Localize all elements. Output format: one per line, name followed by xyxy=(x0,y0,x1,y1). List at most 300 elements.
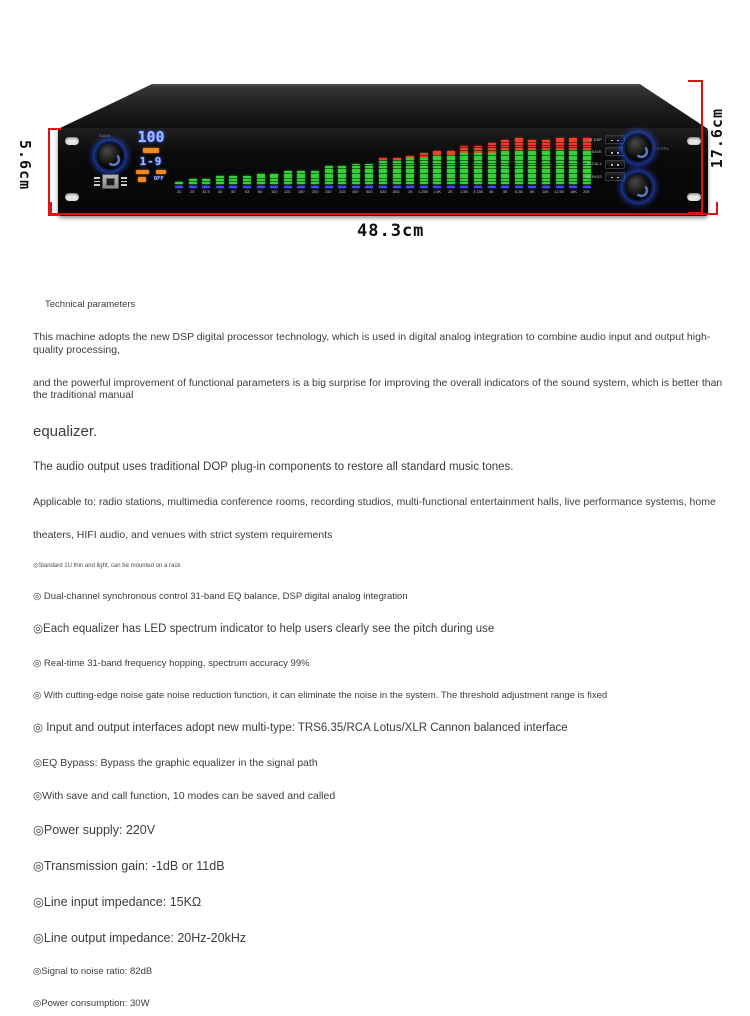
green-led-segment xyxy=(501,161,509,163)
blue-led xyxy=(515,186,523,188)
product-figure xyxy=(0,0,750,265)
spectrum-band xyxy=(541,137,551,195)
display-preset: 1-9 xyxy=(139,154,163,168)
red-led-segment xyxy=(528,143,536,145)
red-led-segment xyxy=(515,143,523,145)
frequency-label: 3.15K xyxy=(473,189,484,194)
green-led-segment xyxy=(569,153,577,155)
spectrum-band xyxy=(310,137,320,195)
blue-led xyxy=(556,186,564,188)
green-led-segment xyxy=(393,182,401,184)
description-line: The audio output uses traditional DOP plug-in components to restore all standard music tones. xyxy=(33,461,514,474)
spectrum-band xyxy=(459,137,469,195)
green-led-segment xyxy=(325,171,333,173)
led-badge xyxy=(156,170,166,175)
green-led-segment xyxy=(202,182,210,184)
blue-led xyxy=(406,186,414,188)
spectrum-band xyxy=(473,137,483,195)
green-led-segment xyxy=(528,166,536,168)
spectrum-band-segments xyxy=(284,137,292,184)
description-line: ◎Line output impedance: 20Hz-20kHz xyxy=(33,930,247,945)
frequency-label: 40 xyxy=(217,189,222,194)
green-led-segment xyxy=(488,171,496,173)
green-led-segment xyxy=(325,166,333,168)
description-line: ◎With save and call function, 10 modes can be saved and called xyxy=(33,789,336,802)
red-led-segment xyxy=(447,153,455,155)
blue-led xyxy=(365,186,373,188)
green-led-segment xyxy=(338,182,346,184)
blue-led xyxy=(420,186,428,188)
green-led-segment xyxy=(379,182,387,184)
green-led-segment xyxy=(542,179,550,181)
led-badge xyxy=(143,148,159,153)
blue-led xyxy=(474,186,482,188)
spectrum-band xyxy=(188,137,198,195)
height-dimension-tick xyxy=(48,128,61,130)
frequency-label: 6.3K xyxy=(514,189,523,194)
control-knob-top xyxy=(623,133,653,163)
spectrum-band-segments xyxy=(393,137,401,184)
button-label: BYPASS xyxy=(586,174,602,179)
panel-button xyxy=(605,147,625,156)
description-line: ◎ Real-time 31-band frequency hopping, spectrum accuracy 99% xyxy=(33,657,310,669)
frequency-label: 250 xyxy=(325,189,332,194)
green-led-segment xyxy=(393,179,401,181)
green-led-segment xyxy=(338,171,346,173)
spectrum-band xyxy=(242,137,252,195)
blue-led xyxy=(243,186,251,188)
spectrum-band xyxy=(500,137,510,195)
green-led-segment xyxy=(460,153,468,155)
green-led-segment xyxy=(406,161,414,163)
red-led-segment xyxy=(569,148,577,150)
green-led-segment xyxy=(488,179,496,181)
description-line: ◎ With cutting-edge noise gate noise reduction function, it can eliminate the noise in the system. The threshold adjustment range is fixed xyxy=(33,689,608,701)
green-led-segment xyxy=(501,171,509,173)
rack-mount-hole xyxy=(65,137,79,145)
green-led-segment xyxy=(528,161,536,163)
description-line: and the powerful improvement of functional parameters is a big surprise for improving the overall indicators of the sound system, which is better than the traditional manual xyxy=(33,376,723,402)
green-led-segment xyxy=(474,182,482,184)
green-led-segment xyxy=(474,166,482,168)
description-line: ◎Line input impedance: 15KΩ xyxy=(33,894,202,909)
green-led-segment xyxy=(420,171,428,173)
spectrum-band xyxy=(283,137,293,195)
green-led-segment xyxy=(447,166,455,168)
green-led-segment xyxy=(501,166,509,168)
spectrum-band-segments xyxy=(202,137,210,184)
spectrum-band-segments xyxy=(352,137,360,184)
red-led-segment xyxy=(542,148,550,150)
function-button-row xyxy=(578,135,625,144)
green-led-segment xyxy=(311,171,319,173)
rack-mount-hole xyxy=(687,137,701,145)
spectrum-band-segments xyxy=(175,137,183,184)
spectrum-band xyxy=(405,137,415,195)
green-led-segment xyxy=(229,179,237,181)
spectrum-band xyxy=(432,137,442,195)
green-led-segment xyxy=(556,171,564,173)
description-line: ◎Standard 1U thin and light, can be mounted on a rack xyxy=(33,562,181,569)
red-led-segment xyxy=(542,143,550,145)
green-led-segment xyxy=(297,171,305,173)
spectrum-band xyxy=(514,137,524,195)
spectrum-band-segments xyxy=(257,137,265,184)
green-led-segment xyxy=(542,182,550,184)
spectrum-band-segments xyxy=(420,137,428,184)
green-led-segment xyxy=(488,182,496,184)
blue-led xyxy=(311,186,319,188)
equalizer-front-panel xyxy=(58,128,708,216)
spectrum-band-segments xyxy=(189,137,197,184)
frequency-label: 1.25K xyxy=(418,189,429,194)
green-led-segment xyxy=(406,182,414,184)
depth-dimension-tick xyxy=(688,80,703,82)
green-led-segment xyxy=(515,161,523,163)
frequency-label: 12.5K xyxy=(554,189,565,194)
spectrum-band xyxy=(392,137,402,195)
green-led-segment xyxy=(202,179,210,181)
green-led-segment xyxy=(528,153,536,155)
frequency-label: 125 xyxy=(284,189,291,194)
frequency-label: 31.5 xyxy=(202,189,210,194)
spectrum-band-segments xyxy=(325,137,333,184)
green-led-segment xyxy=(352,166,360,168)
green-led-segment xyxy=(433,182,441,184)
red-led-segment xyxy=(556,140,564,142)
spectrum-band-segments xyxy=(488,137,496,184)
green-led-segment xyxy=(515,171,523,173)
frequency-label: 80 xyxy=(258,189,263,194)
green-led-segment xyxy=(189,182,197,184)
green-led-segment xyxy=(216,182,224,184)
green-led-segment xyxy=(311,179,319,181)
blue-led xyxy=(433,186,441,188)
green-led-segment xyxy=(556,166,564,168)
function-button-row xyxy=(578,172,625,181)
blue-led xyxy=(325,186,333,188)
description-line: ◎ Dual-channel synchronous control 31-band EQ balance, DSP digital analog integration xyxy=(33,590,408,602)
spectrum xyxy=(174,132,592,194)
green-led-segment xyxy=(460,161,468,163)
spectrum-band-segments xyxy=(569,137,577,184)
red-led-segment xyxy=(569,143,577,145)
green-led-segment xyxy=(365,171,373,173)
spectrum-band-segments xyxy=(556,137,564,184)
spectrum-band-segments xyxy=(338,137,346,184)
red-led-segment xyxy=(474,148,482,150)
blue-led xyxy=(284,186,292,188)
green-led-segment xyxy=(325,179,333,181)
green-led-segment xyxy=(569,182,577,184)
function-button-row xyxy=(578,147,625,156)
red-led-segment xyxy=(515,148,523,150)
panel-button xyxy=(605,135,625,144)
green-led-segment xyxy=(528,171,536,173)
frequency-label: 500 xyxy=(366,189,373,194)
frequency-label: 20K xyxy=(583,189,591,194)
green-led-segment xyxy=(433,166,441,168)
blue-led xyxy=(501,186,509,188)
green-led-segment xyxy=(365,166,373,168)
rack-mount-hole xyxy=(687,193,701,201)
blue-led xyxy=(528,186,536,188)
depth-dimension-label: 17.6cm xyxy=(708,108,726,169)
frequency-label: 20 xyxy=(176,189,182,194)
spectrum-band-segments xyxy=(216,137,224,184)
green-led-segment xyxy=(433,161,441,163)
description-line: theaters, HIFI audio, and venues with strict system requirements xyxy=(33,529,333,542)
spectrum-band-segments xyxy=(270,137,278,184)
green-led-segment xyxy=(501,182,509,184)
green-led-segment xyxy=(352,179,360,181)
description-line: ◎Power supply: 220V xyxy=(33,823,156,838)
red-led-segment xyxy=(542,140,550,142)
green-led-segment xyxy=(515,166,523,168)
green-led-segment xyxy=(447,182,455,184)
green-led-segment xyxy=(393,166,401,168)
spectrum-band xyxy=(568,137,578,195)
description-line: This machine adopts the new DSP digital processor technology, which is used in digital analog integration to combine audio input and output high-quality processing, xyxy=(33,331,711,356)
green-led-segment xyxy=(379,171,387,173)
green-led-segment xyxy=(501,179,509,181)
blue-led xyxy=(175,186,183,188)
spectrum-band-segments xyxy=(447,137,455,184)
description-line: ◎Transmission gain: -1dB or 11dB xyxy=(33,859,225,874)
green-led-segment xyxy=(365,182,373,184)
green-led-segment xyxy=(325,182,333,184)
panel-button xyxy=(605,160,625,169)
gain-label: GAIN xyxy=(99,133,111,138)
function-buttons xyxy=(578,135,625,185)
frequency-label: 160 xyxy=(298,189,305,194)
red-led-segment xyxy=(488,148,496,150)
spectrum-band-segments xyxy=(406,137,414,184)
spectrum-band xyxy=(228,137,238,195)
green-led-segment xyxy=(393,161,401,163)
frequency-label: 400 xyxy=(352,189,359,194)
description-line: equalizer. xyxy=(33,422,98,440)
blue-led xyxy=(338,186,346,188)
button-label: RECALL xyxy=(586,162,602,167)
red-led-segment xyxy=(528,148,536,150)
red-led-segment xyxy=(501,143,509,145)
green-led-segment xyxy=(379,166,387,168)
blue-led xyxy=(569,186,577,188)
green-led-segment xyxy=(474,153,482,155)
green-led-segment xyxy=(297,179,305,181)
green-led-segment xyxy=(460,179,468,181)
spectrum-band xyxy=(487,137,497,195)
equalizer-chassis-top xyxy=(58,84,708,129)
spectrum-band xyxy=(337,137,347,195)
red-led-segment xyxy=(460,148,468,150)
spectrum-band xyxy=(419,137,429,195)
usb-marking-left xyxy=(94,177,100,186)
green-led-segment xyxy=(379,179,387,181)
usb-marking-right xyxy=(121,177,127,186)
green-led-segment xyxy=(460,166,468,168)
blue-led xyxy=(189,186,197,188)
green-led-segment xyxy=(542,171,550,173)
spectrum-band xyxy=(174,137,184,195)
width-dimension-tick xyxy=(50,202,52,215)
frequency-label: 2.5K xyxy=(460,189,469,194)
width-dimension-label: 48.3cm xyxy=(357,221,425,241)
red-led-segment xyxy=(556,148,564,150)
green-led-segment xyxy=(515,179,523,181)
blue-led xyxy=(257,186,265,188)
green-led-segment xyxy=(474,171,482,173)
green-led-segment xyxy=(379,161,387,163)
frequency-label: 1.6K xyxy=(433,189,442,194)
spectrum-band-segments xyxy=(297,137,305,184)
green-led-segment xyxy=(569,166,577,168)
spectrum-band xyxy=(324,137,334,195)
description-line: ◎ Input and output interfaces adopt new multi-type: TRS6.35/RCA Lotus/XLR Cannon balanced interface xyxy=(33,721,568,734)
blue-led xyxy=(270,186,278,188)
green-led-segment xyxy=(311,182,319,184)
description-line: ◎EQ Bypass: Bypass the graphic equalizer in the signal path xyxy=(33,756,318,769)
green-led-segment xyxy=(243,179,251,181)
blue-led xyxy=(460,186,468,188)
green-led-segment xyxy=(284,182,292,184)
blue-led xyxy=(447,186,455,188)
green-led-segment xyxy=(488,166,496,168)
green-led-segment xyxy=(270,179,278,181)
green-led-segment xyxy=(528,179,536,181)
blue-led xyxy=(297,186,305,188)
green-led-segment xyxy=(406,166,414,168)
blue-led xyxy=(583,186,591,188)
green-led-segment xyxy=(270,182,278,184)
spectrum-band-segments xyxy=(379,137,387,184)
gain-knob xyxy=(95,141,125,171)
green-led-segment xyxy=(297,182,305,184)
function-button-row xyxy=(578,160,625,169)
spectrum-band-segments xyxy=(515,137,523,184)
blue-led xyxy=(488,186,496,188)
red-led-segment xyxy=(569,140,577,142)
red-led-segment xyxy=(433,153,441,155)
green-led-segment xyxy=(433,171,441,173)
green-led-segment xyxy=(420,179,428,181)
spectrum-band-segments xyxy=(229,137,237,184)
green-led-segment xyxy=(556,182,564,184)
frequency-label: 50 xyxy=(231,189,236,194)
green-led-segment xyxy=(542,166,550,168)
green-led-segment xyxy=(447,171,455,173)
spectrum-band xyxy=(555,137,565,195)
green-led-segment xyxy=(447,161,455,163)
height-dimension-label: 5.6cm xyxy=(16,140,34,191)
green-led-segment xyxy=(257,179,265,181)
blue-led xyxy=(202,186,210,188)
spectrum-band-segments xyxy=(528,137,536,184)
frequency-label: 200 xyxy=(311,189,319,194)
green-led-segment xyxy=(393,171,401,173)
red-led-segment xyxy=(501,148,509,150)
display-off-label: OFF xyxy=(153,175,164,182)
green-led-segment xyxy=(284,171,292,173)
green-led-segment xyxy=(420,182,428,184)
green-led-segment xyxy=(460,171,468,173)
frequency-label: 4K xyxy=(489,189,494,194)
frequency-label: 8K xyxy=(530,189,535,194)
green-led-segment xyxy=(433,179,441,181)
spectrum-band xyxy=(364,137,374,195)
width-dimension-line xyxy=(50,213,718,215)
green-led-segment xyxy=(406,179,414,181)
green-led-segment xyxy=(460,182,468,184)
spectrum-band-segments xyxy=(243,137,251,184)
frequency-label: 800 xyxy=(393,189,400,194)
button-label: SAVE xyxy=(591,149,602,154)
frequency-label: 5K xyxy=(502,189,508,194)
frequency-label: 16K xyxy=(569,189,577,194)
frequency-label: 63 xyxy=(244,189,250,194)
led-display xyxy=(128,130,174,182)
spectrum-band xyxy=(215,137,225,195)
blue-led xyxy=(229,186,237,188)
frequency-label: 630 xyxy=(379,189,387,194)
frequency-label: 25 xyxy=(190,189,195,194)
green-led-segment xyxy=(515,153,523,155)
red-led-segment xyxy=(501,140,509,142)
spectrum-band xyxy=(201,137,211,195)
green-led-segment xyxy=(257,182,265,184)
green-led-segment xyxy=(556,179,564,181)
green-led-segment xyxy=(338,179,346,181)
description-line: ◎Power consumption: 30W xyxy=(33,998,150,1010)
usb-port xyxy=(94,174,127,189)
green-led-segment xyxy=(243,182,251,184)
green-led-segment xyxy=(569,179,577,181)
green-led-segment xyxy=(352,171,360,173)
spectrum-band-segments xyxy=(542,137,550,184)
spectrum-band xyxy=(446,137,456,195)
blue-led xyxy=(379,186,387,188)
spectrum-band xyxy=(527,137,537,195)
green-led-segment xyxy=(528,182,536,184)
description-line: ◎Signal to noise ratio: 82dB xyxy=(33,966,153,978)
spectrum-band-segments xyxy=(474,137,482,184)
green-led-segment xyxy=(515,182,523,184)
spectrum-band-segments xyxy=(311,137,319,184)
button-label: A.DSP xyxy=(589,137,602,142)
green-led-segment xyxy=(556,153,564,155)
frequency-label: 315 xyxy=(338,189,346,194)
width-dimension-tick xyxy=(716,202,718,215)
green-led-segment xyxy=(447,179,455,181)
green-led-segment xyxy=(352,182,360,184)
spectrum-band xyxy=(378,137,388,195)
blue-led xyxy=(216,186,224,188)
green-led-segment xyxy=(420,161,428,163)
green-led-segment xyxy=(189,179,197,181)
red-led-segment xyxy=(488,143,496,145)
green-led-segment xyxy=(556,161,564,163)
green-led-segment xyxy=(542,153,550,155)
description-line: ◎Each equalizer has LED spectrum indicator to help users clearly see the pitch during use xyxy=(33,622,495,635)
green-led-segment xyxy=(501,153,509,155)
panel-button xyxy=(605,172,625,181)
blue-led xyxy=(393,186,401,188)
spectrum-band-segments xyxy=(460,137,468,184)
spectrum-band-segments xyxy=(365,137,373,184)
depth-dimension-line xyxy=(701,80,703,214)
spectrum-band xyxy=(256,137,266,195)
